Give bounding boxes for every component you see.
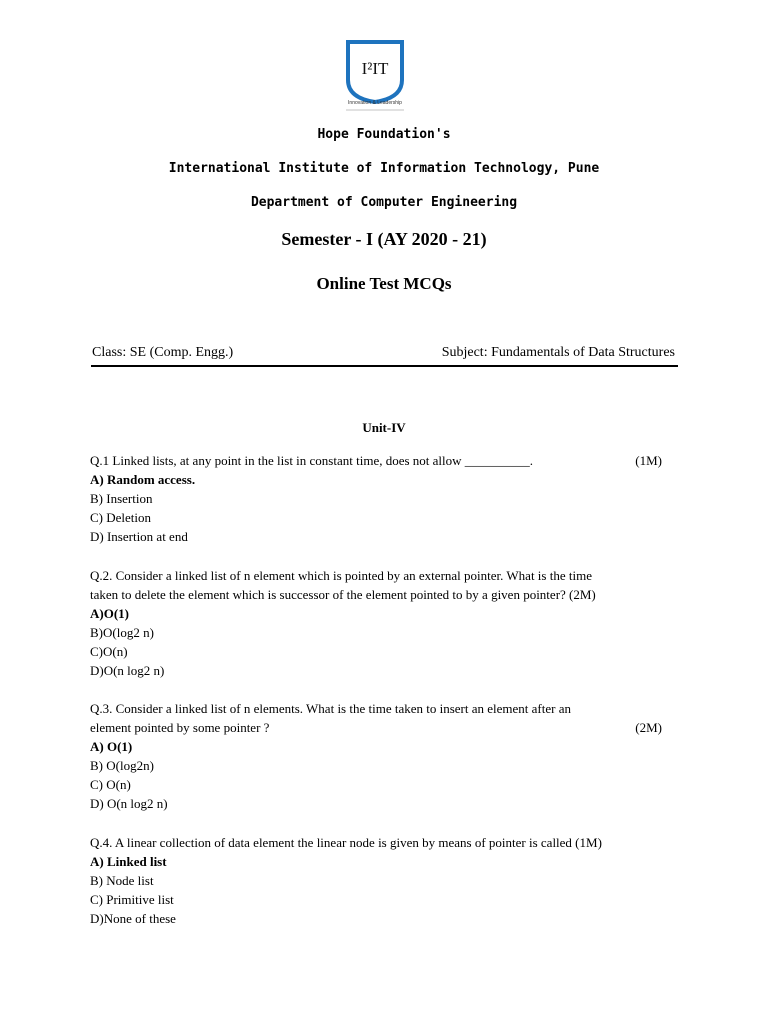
class-label: Class: SE (Comp. Engg.)	[92, 345, 234, 360]
foundation-name: Hope Foundation's	[317, 127, 451, 142]
question-3-text-line-2: element pointed by some pointer ?	[90, 720, 270, 735]
unit-title: Unit-IV	[362, 420, 406, 435]
question-2-option-b: B)O(log2 n)	[90, 625, 154, 640]
question-1-option-b: B) Insertion	[90, 491, 153, 506]
question-3-option-c: C) O(n)	[90, 777, 131, 792]
question-3-option-b: B) O(log2n)	[90, 758, 154, 773]
question-2-text-line-1: Q.2. Consider a linked list of n element which is pointed by an external pointer. What is the time	[90, 568, 592, 583]
question-1-text: Q.1 Linked lists, at any point in the list in constant time, does not allow __________.	[90, 453, 534, 468]
question-4-text: Q.4. A linear collection of data element the linear node is given by means of pointer is called (1M)	[90, 835, 602, 850]
question-3-option-d: D) O(n log2 n)	[90, 796, 168, 811]
department-name: Department of Computer Engineering	[250, 195, 518, 210]
question-1-option-c: C) Deletion	[90, 510, 152, 525]
subject-label: Subject: Fundamentals of Data Structures	[441, 345, 675, 360]
question-2-option-a: A)O(1)	[90, 606, 129, 621]
question-1-marks: (1M)	[635, 453, 662, 468]
question-4-option-a: A) Linked list	[90, 854, 167, 869]
question-2-option-c: C)O(n)	[90, 644, 128, 659]
institute-name: International Institute of Information Technology, Pune	[168, 161, 600, 176]
logo-text: I²IT	[361, 59, 389, 78]
question-2-text-line-2: taken to delete the element which is successor of the element pointed to by a given pointer? (2M)	[90, 587, 596, 602]
question-1-option-a: A) Random access.	[90, 472, 196, 487]
semester-title: Semester - I (AY 2020 - 21)	[281, 229, 487, 249]
question-3-text-line-1: Q.3. Consider a linked list of n elements. What is the time taken to insert an element after an	[90, 701, 571, 716]
question-1-option-d: D) Insertion at end	[90, 529, 188, 544]
question-4-option-d: D)None of these	[90, 911, 176, 926]
class-subject-row	[91, 345, 677, 365]
question-3-marks: (2M)	[635, 720, 662, 735]
question-2-option-d: D)O(n log2 n)	[90, 663, 165, 678]
header-divider	[91, 365, 678, 367]
question-4-option-c: C) Primitive list	[90, 892, 174, 907]
logo-tagline: Innovation & Leadership	[348, 100, 402, 106]
question-3-option-a: A) O(1)	[90, 739, 133, 754]
test-title: Online Test MCQs	[316, 274, 452, 293]
question-4-option-b: B) Node list	[90, 873, 154, 888]
